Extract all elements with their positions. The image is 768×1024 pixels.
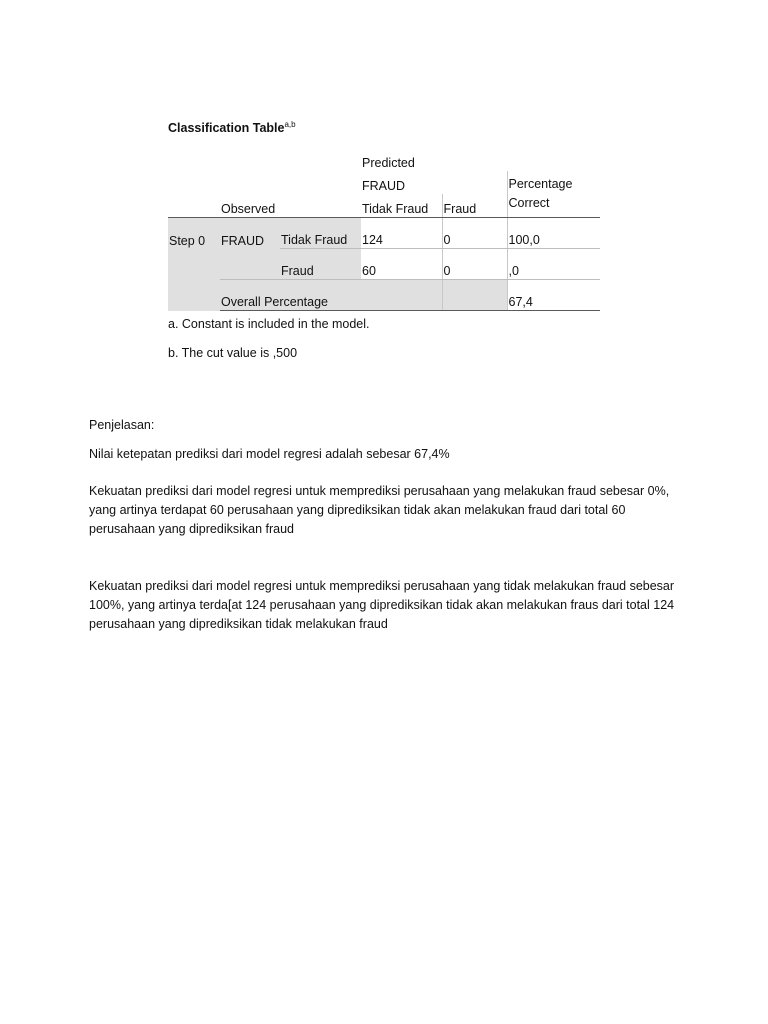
- explanation-paragraph-1: Nilai ketepatan prediksi dari model regresi adalah sebesar 67,4%: [89, 447, 450, 461]
- cell-tidak-fraud: [361, 280, 442, 311]
- explanation-section: [89, 416, 689, 634]
- header-col-fraud: Fraud: [442, 194, 507, 218]
- row-category: Fraud: [280, 249, 361, 280]
- explanation-heading: Penjelasan:: [89, 418, 155, 432]
- cell-tidak-fraud: 60: [361, 249, 442, 280]
- cell-tidak-fraud: 124: [361, 218, 442, 249]
- header-fraud-group: FRAUD: [362, 179, 406, 193]
- table-title: [168, 120, 600, 142]
- row-variable: [220, 249, 280, 280]
- header-percentage-line2: Correct: [508, 196, 550, 210]
- header-percentage-correct: [507, 171, 600, 218]
- table-title-text: Classification Table: [168, 121, 285, 135]
- cell-fraud: 0: [442, 249, 507, 280]
- classification-table-block: [168, 120, 600, 375]
- row-overall-label: Overall Percentage: [220, 280, 361, 311]
- footnote-b: b. The cut value is ,500: [168, 346, 298, 360]
- row-variable: FRAUD: [220, 218, 280, 249]
- table-row: [168, 249, 600, 280]
- header-col-tidak-fraud: Tidak Fraud: [361, 194, 442, 218]
- table-footnotes: [168, 317, 600, 375]
- cell-fraud: 0: [442, 218, 507, 249]
- row-step: Step 0: [168, 218, 220, 249]
- row-category: Tidak Fraud: [280, 218, 361, 249]
- footnote-a: a. Constant is included in the model.: [168, 317, 370, 331]
- header-predicted: Predicted: [362, 156, 415, 170]
- header-percentage-line1: Percentage: [508, 177, 573, 191]
- explanation-paragraph-2: Kekuatan prediksi dari model regresi untuk memprediksi perusahaan yang melakukan fraud sebesar 0%, yang artinya terdapat 60 perusahaan yang diprediksikan tidak akan melakukan fraud dari total 60 perusahaan yang diprediksikan fraud: [89, 484, 670, 536]
- table-row: [168, 218, 600, 249]
- header-observed: Observed: [220, 194, 361, 218]
- explanation-paragraph-3: Kekuatan prediksi dari model regresi untuk memprediksi perusahaan yang tidak melakukan fraud sebesar 100%, yang artinya terda[at 124 perusahaan yang diprediksikan tidak akan melakukan fraus dari total 124 perusahaan yang diprediksikan tidak melakukan fraud: [89, 579, 675, 631]
- table-row: [168, 280, 600, 311]
- classification-table: [168, 142, 600, 311]
- row-step: [168, 249, 220, 280]
- cell-percentage: 100,0: [507, 218, 600, 249]
- cell-percentage: 67,4: [507, 280, 600, 311]
- table-title-footnote-marker: a,b: [284, 120, 296, 129]
- cell-percentage: ,0: [507, 249, 600, 280]
- cell-fraud: [442, 280, 507, 311]
